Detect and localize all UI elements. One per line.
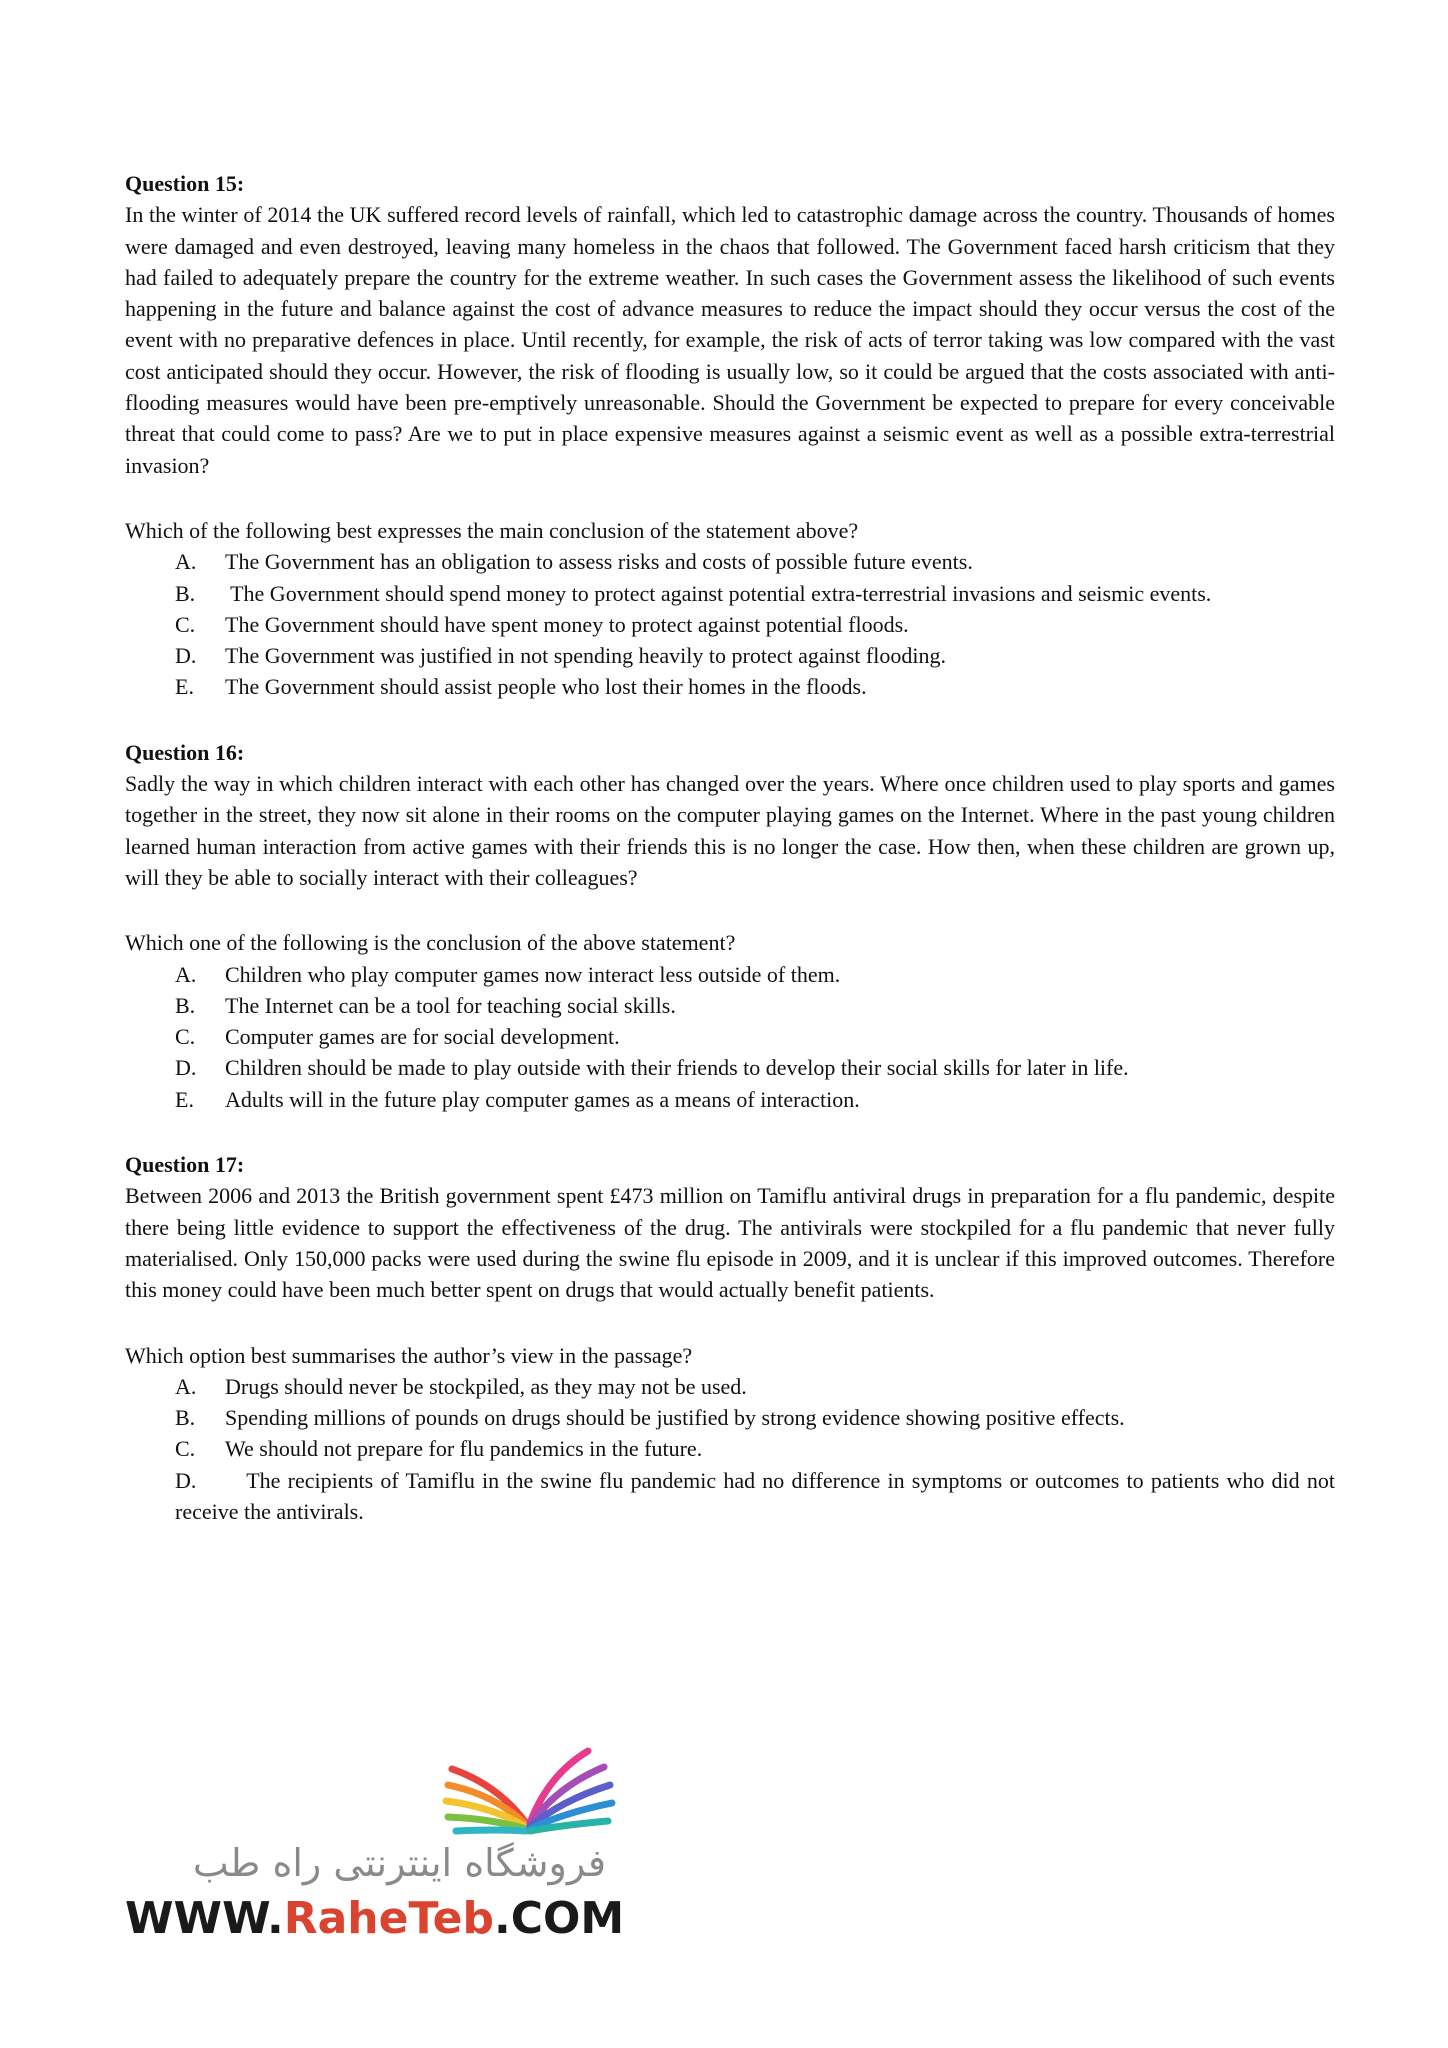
option-letter: B. <box>175 1405 196 1431</box>
option-letter: A. <box>175 961 197 987</box>
option-letter: B. <box>175 580 196 606</box>
question-prompt: Which option best summarises the author’s view in the passage? <box>125 1342 693 1368</box>
question-title: Question 15: <box>125 171 245 196</box>
option-letter: B. <box>175 992 196 1018</box>
website-url <box>125 1893 624 1944</box>
option-text: Children should be made to play outside with their friends to develop their social skills for later in life. <box>225 1055 1129 1081</box>
answer-option-a <box>175 546 1335 577</box>
option-text: The Government has an obligation to assess risks and costs of possible future events. <box>225 549 973 575</box>
answer-option-e <box>175 671 1335 702</box>
question-16 <box>125 737 1335 1115</box>
question-passage: Sadly the way in which children interact with each other has changed over the years. Where once children used to play sports and games together in the street, they now sit alone in their rooms on the computer playing games on the Internet. Where in the past young children learned human interaction from active games with their friends this is no longer the case. How then, when these children are grown up, will they be able to socially interact with their colleagues? <box>125 771 1335 890</box>
answer-option-d <box>175 640 1335 671</box>
option-text: The Government was justified in not spending heavily to protect against flooding. <box>225 643 946 669</box>
answer-option-c <box>175 1021 1335 1052</box>
answer-option-e <box>175 1084 1335 1115</box>
option-letter: A. <box>175 549 197 575</box>
open-book-icon <box>438 1745 618 1835</box>
answer-option-b <box>175 578 1335 609</box>
question-15 <box>125 168 1335 703</box>
answer-options <box>125 546 1335 702</box>
answer-option-b <box>175 1402 1335 1433</box>
url-brand: RaheTeb <box>283 1893 494 1944</box>
option-text: Computer games are for social development. <box>225 1024 620 1050</box>
option-text: We should not prepare for flu pandemics in the future. <box>225 1436 703 1462</box>
option-text: Adults will in the future play computer games as a means of interaction. <box>225 1086 860 1112</box>
option-text: The Government should assist people who lost their homes in the floods. <box>225 674 867 700</box>
question-prompt: Which one of the following is the conclusion of the above statement? <box>125 930 736 956</box>
option-text: Children who play computer games now interact less outside of them. <box>225 961 841 987</box>
answer-options <box>125 959 1335 1115</box>
option-text: The Government should spend money to protect against potential extra-terrestrial invasions and seismic events. <box>225 580 1212 606</box>
document-page <box>125 168 1341 1561</box>
option-letter: E. <box>175 1086 194 1112</box>
store-name-persian: فروشگاه اینترنتی راه طب <box>192 1841 606 1885</box>
url-suffix: .COM <box>493 1893 625 1944</box>
answer-option-c <box>175 609 1335 640</box>
option-letter: D. <box>175 1467 197 1493</box>
option-text: Drugs should never be stockpiled, as they may not be used. <box>225 1373 747 1399</box>
answer-option-d <box>175 1465 1341 1528</box>
question-title: Question 17: <box>125 1152 245 1178</box>
option-letter: C. <box>175 1436 196 1462</box>
question-17 <box>125 1149 1341 1527</box>
option-letter: D. <box>175 643 197 669</box>
option-text: The Internet can be a tool for teaching social skills. <box>225 992 676 1018</box>
answer-option-b <box>175 990 1335 1021</box>
question-passage: Between 2006 and 2013 the British government spent £473 million on Tamiflu antiviral drugs in preparation for a flu pandemic, despite there being little evidence to support the effectiveness of the drug. The antivirals were stockpiled for a flu pandemic that never fully materialised. Only 150,000 packs were used during the swine flu episode in 2009, and it is unclear if this improved outcomes. Therefore this money could have been much better spent on drugs that would actually benefit patients. <box>125 1183 1335 1303</box>
question-prompt: Which of the following best expresses the main conclusion of the statement above? <box>125 517 859 543</box>
answer-options <box>125 1371 1341 1527</box>
option-letter: D. <box>175 1055 197 1081</box>
option-letter: C. <box>175 611 196 637</box>
option-letter: E. <box>175 674 194 700</box>
option-letter: C. <box>175 1024 196 1050</box>
url-prefix: WWW. <box>125 1893 284 1944</box>
answer-option-d <box>175 1052 1335 1083</box>
option-letter: A. <box>175 1373 197 1399</box>
raheteb-logo <box>120 1745 625 1945</box>
answer-option-a <box>175 959 1335 990</box>
question-title: Question 16: <box>125 739 245 765</box>
option-text: The recipients of Tamiflu in the swine flu pandemic had no difference in symptoms or outcomes to patients who did not receive the antivirals. <box>175 1467 1341 1524</box>
answer-option-c <box>175 1433 1335 1464</box>
answer-option-a <box>175 1371 1335 1402</box>
option-text: The Government should have spent money to protect against potential floods. <box>225 611 909 637</box>
question-passage: In the winter of 2014 the UK suffered record levels of rainfall, which led to catastrophic damage across the country. Thousands of homes were damaged and even destroyed, leaving many homeless in the chaos that followed. The Government faced harsh criticism that they had failed to adequately prepare the country for the extreme weather. In such cases the Government assess the likelihood of such events happening in the future and balance against the cost of advance measures to reduce the impact should they occur versus the cost of the event with no preparative defences in place. Until recently, for example, the risk of acts of terror taking was low compared with the vast cost anticipated should they occur. However, the risk of flooding is usually low, so it could be argued that the costs associated with anti-flooding measures would have been pre-emptively unreasonable. Should the Government be expected to prepare for every conceivable threat that could come to pass? Are we to put in place expensive measures against a seismic event as well as a possible extra-terrestrial invasion? <box>125 202 1335 478</box>
option-text: Spending millions of pounds on drugs should be justified by strong evidence showing positive effects. <box>225 1405 1125 1431</box>
